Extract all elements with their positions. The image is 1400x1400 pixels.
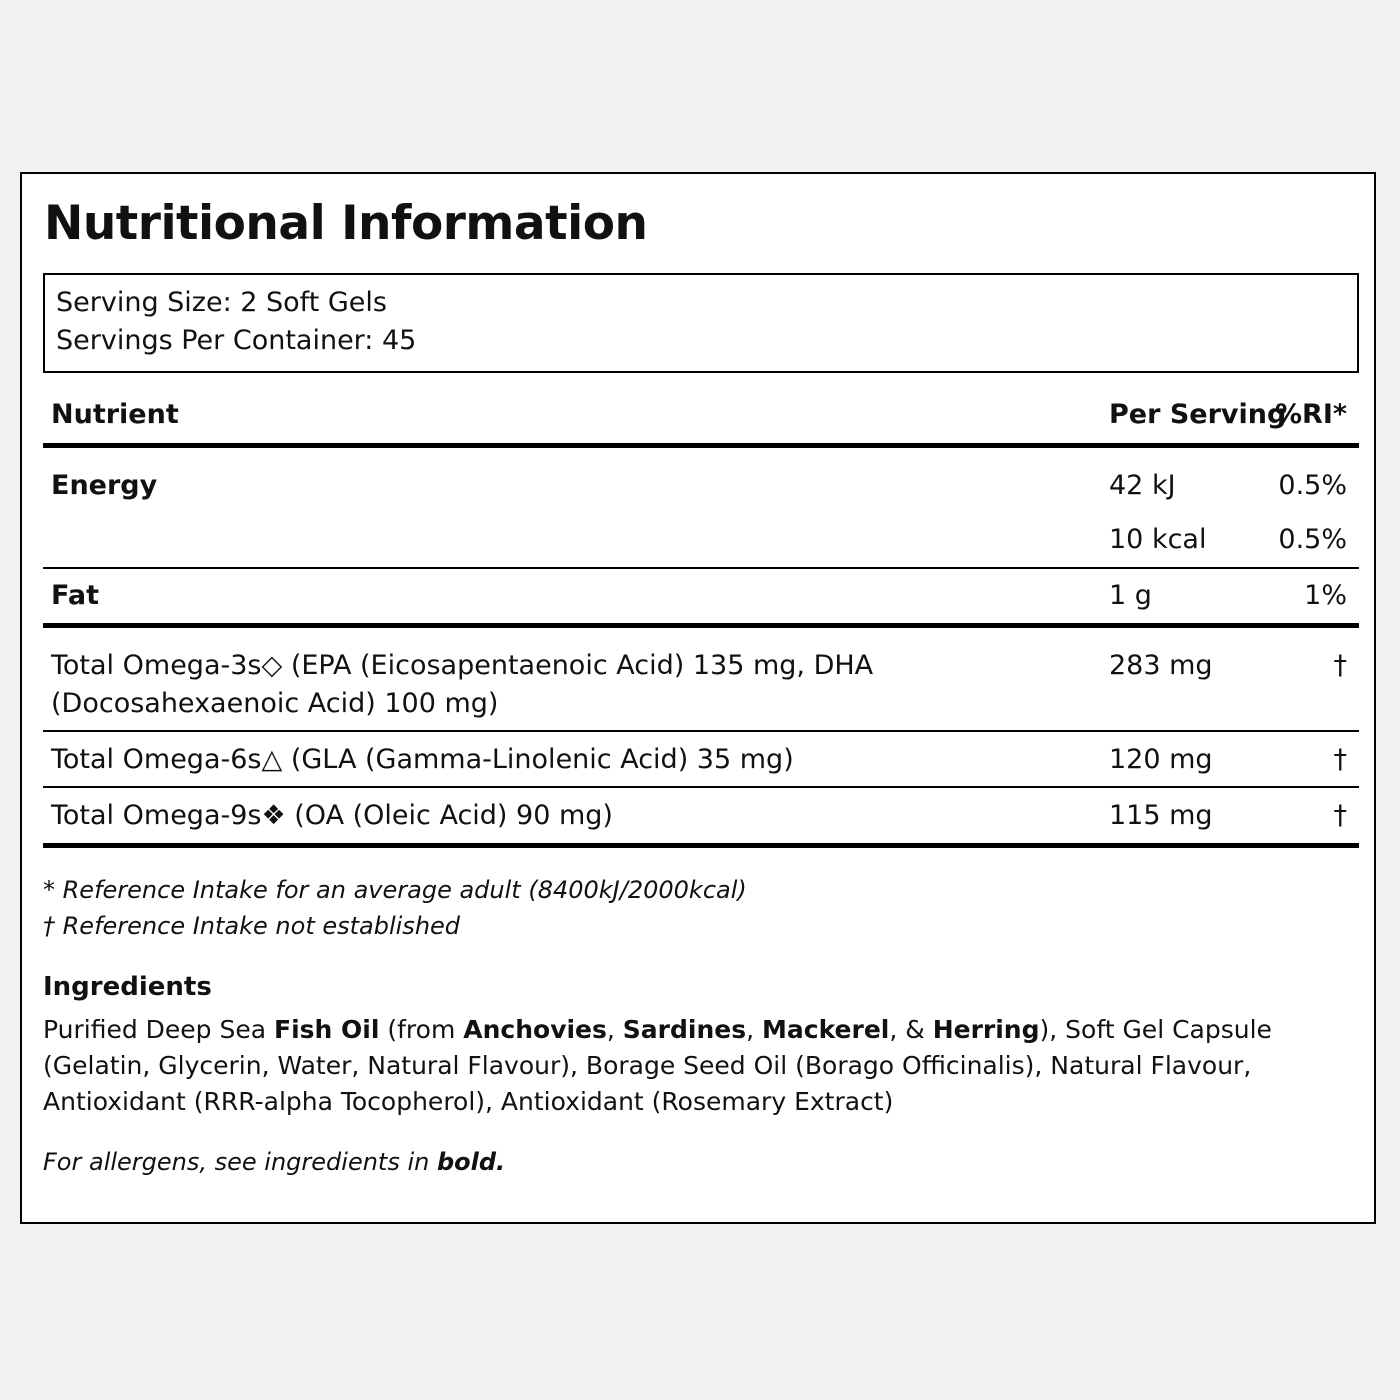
allergen-ingredient: Herring [932, 1015, 1040, 1044]
omega3-label: Total Omega-3s◇ (EPA (Eicosapentaenoic Acid) 135 mg, DHA (Docosahexaenoic Acid) 100 mg) [51, 650, 874, 719]
ingredient-text: Purified Deep Sea [43, 1015, 274, 1044]
allergen-note-text: For allergens, see ingredients in [43, 1148, 437, 1176]
ingredients-text [43, 1012, 1343, 1120]
allergen-note [43, 1148, 505, 1176]
fat-ri: 1% [1304, 580, 1347, 611]
energy-kj: 42 kJ [1109, 470, 1176, 501]
divider [43, 567, 1359, 569]
omega9-ri: † [1333, 800, 1347, 831]
divider-thick [43, 623, 1359, 628]
header-ri: %RI* [1274, 399, 1347, 430]
header-nutrient: Nutrient [51, 399, 179, 430]
energy-kj-ri: 0.5% [1278, 470, 1347, 501]
header-rule [43, 443, 1359, 448]
omega3-ri: † [1333, 650, 1347, 681]
serving-size: Serving Size: 2 Soft Gels [56, 287, 387, 318]
serving-info-box [43, 273, 1359, 373]
omega9-label: Total Omega-9s❖ (OA (Oleic Acid) 90 mg) [51, 800, 613, 831]
fat-label: Fat [51, 580, 99, 611]
ingredient-text: (from [379, 1015, 464, 1044]
fat-value: 1 g [1109, 580, 1152, 611]
header-per-serving: Per Serving [1109, 399, 1287, 430]
table-bottom-rule [43, 843, 1359, 848]
omega9-value: 115 mg [1109, 800, 1213, 831]
allergen-note-bold: bold. [436, 1148, 506, 1176]
ingredients-heading: Ingredients [43, 972, 212, 1002]
ingredient-text: , & [889, 1015, 933, 1044]
ingredient-text: , [746, 1015, 763, 1044]
servings-per-container: Servings Per Container: 45 [56, 325, 417, 356]
ri-footnote: * Reference Intake for an average adult (8400kJ/2000kcal) [43, 876, 747, 904]
divider [43, 786, 1359, 788]
nutrition-panel [20, 172, 1376, 1224]
ingredient-text: ), Soft Gel Capsule (Gelatin, Glycerin, Water, Natural Flavour), Borage Seed Oil (Borago Officinalis), Natural Flavour, Antioxidant (RRR-alpha Tocopherol), Antioxidant (Rosemary Extract) [43, 1015, 1272, 1116]
omega6-value: 120 mg [1109, 744, 1213, 775]
allergen-ingredient: Sardines [622, 1015, 747, 1044]
allergen-ingredient: Anchovies [463, 1015, 607, 1044]
panel-title: Nutritional Information [44, 196, 648, 251]
energy-label: Energy [51, 470, 158, 501]
energy-kcal: 10 kcal [1109, 524, 1207, 555]
omega6-label: Total Omega-6s△ (GLA (Gamma-Linolenic Acid) 35 mg) [51, 744, 794, 775]
omega3-value: 283 mg [1109, 650, 1213, 681]
divider [43, 730, 1359, 732]
dagger-footnote: † Reference Intake not established [43, 912, 461, 940]
energy-kcal-ri: 0.5% [1278, 524, 1347, 555]
allergen-ingredient: Mackerel [762, 1015, 890, 1044]
ingredient-text: , [606, 1015, 623, 1044]
omega6-ri: † [1333, 744, 1347, 775]
allergen-ingredient: Fish Oil [274, 1015, 380, 1044]
